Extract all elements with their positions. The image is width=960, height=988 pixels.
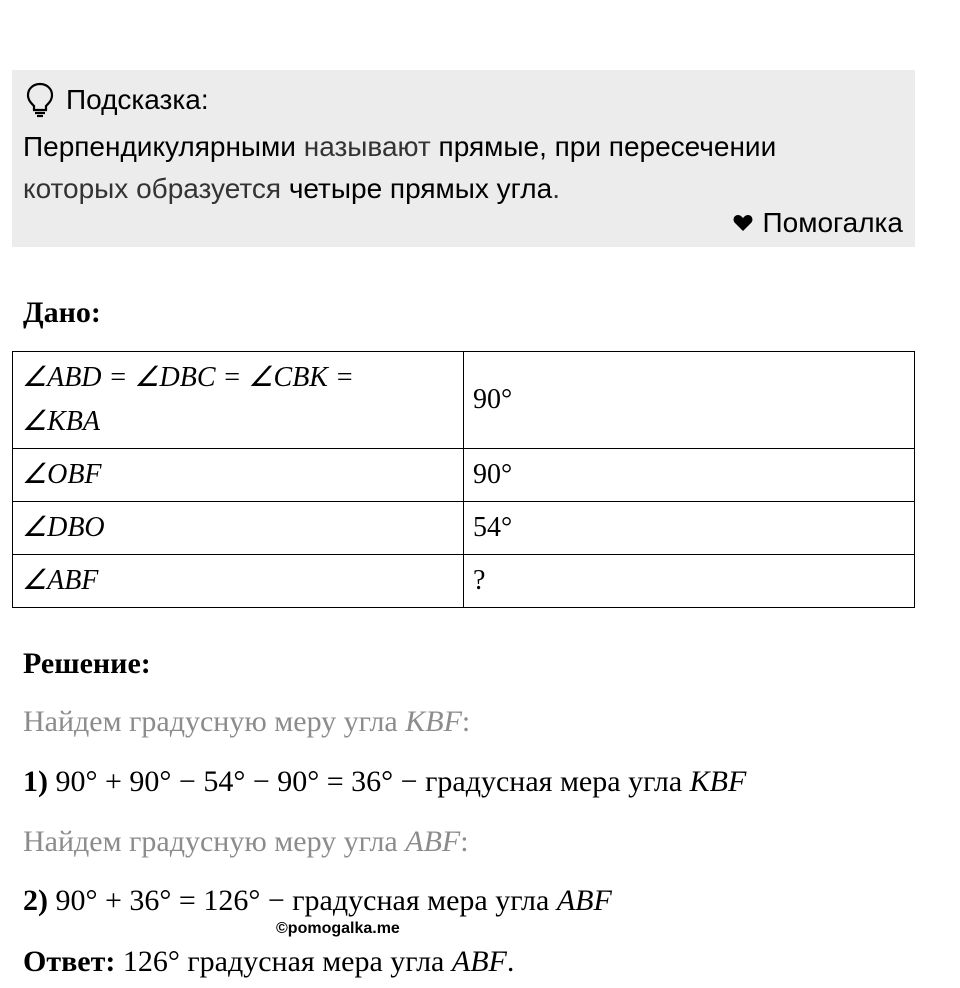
given-heading: Дано: [23, 296, 101, 329]
brand-name: Помогалка [762, 207, 903, 238]
step1-var: KBF [689, 765, 747, 798]
given-label: ∠OBF [13, 449, 464, 502]
hint-bold-2: прямые, при пересечении [438, 131, 777, 162]
step1-intro-text: Найдем градусную меру угла [23, 705, 406, 738]
step1-intro-var: KBF [405, 705, 462, 738]
step2-intro-text: Найдем градусную меру угла [23, 825, 406, 858]
solution-heading: Решение: [23, 647, 151, 680]
table-row [13, 449, 915, 502]
hint-title [26, 80, 209, 120]
step2-var: ABF [556, 884, 612, 917]
table-row [13, 555, 915, 608]
hint-plain-1: называют [295, 131, 439, 162]
hint-title-text: Подсказка: [66, 84, 209, 115]
step1-number: 1) [23, 765, 48, 798]
step1-expression: 90° + 90° − 54° − 90° = 36° − градусная мера угла [48, 765, 690, 798]
watermark: ©pomogalka.me [276, 920, 400, 937]
given-label: ∠DBO [13, 502, 464, 555]
hint-plain-3: . [552, 173, 560, 204]
step1-intro-end: : [461, 705, 471, 738]
given-label-line1: ∠ABD = ∠DBC = ∠CBK = [22, 362, 354, 393]
table-row [13, 352, 915, 449]
answer-end: . [506, 945, 515, 978]
given-value: 54° [464, 502, 915, 555]
given-label-line2: ∠KBA [22, 406, 100, 437]
step2-number: 2) [23, 884, 48, 917]
brand-link[interactable] [733, 207, 903, 239]
answer-line [23, 945, 514, 979]
step2-line [23, 884, 612, 918]
hint-bold-3: четыре прямых угла [288, 173, 553, 204]
step2-intro-end: : [460, 825, 469, 858]
hint-plain-2: которых образуется [23, 173, 289, 204]
given-value: ? [464, 555, 915, 608]
given-value: 90° [464, 449, 915, 502]
answer-label: Ответ: [23, 945, 116, 978]
hint-text [23, 126, 903, 210]
step1-line [23, 765, 746, 799]
answer-text: 126° градусная мера угла [115, 945, 452, 978]
step2-expression: 90° + 36° = 126° − градусная мера угла [48, 884, 557, 917]
hint-bold-1: Перпендикулярными [23, 131, 296, 162]
given-label [13, 352, 464, 449]
given-label: ∠ABF [13, 555, 464, 608]
given-value: 90° [464, 352, 915, 449]
hint-box [12, 70, 915, 247]
table-row [13, 502, 915, 555]
lightbulb-icon [26, 82, 54, 118]
heart-icon [733, 214, 753, 232]
step2-intro [23, 825, 469, 859]
given-table [12, 351, 915, 608]
answer-var: ABF [451, 945, 507, 978]
step2-intro-var: ABF [405, 825, 461, 858]
step1-intro [23, 705, 470, 739]
